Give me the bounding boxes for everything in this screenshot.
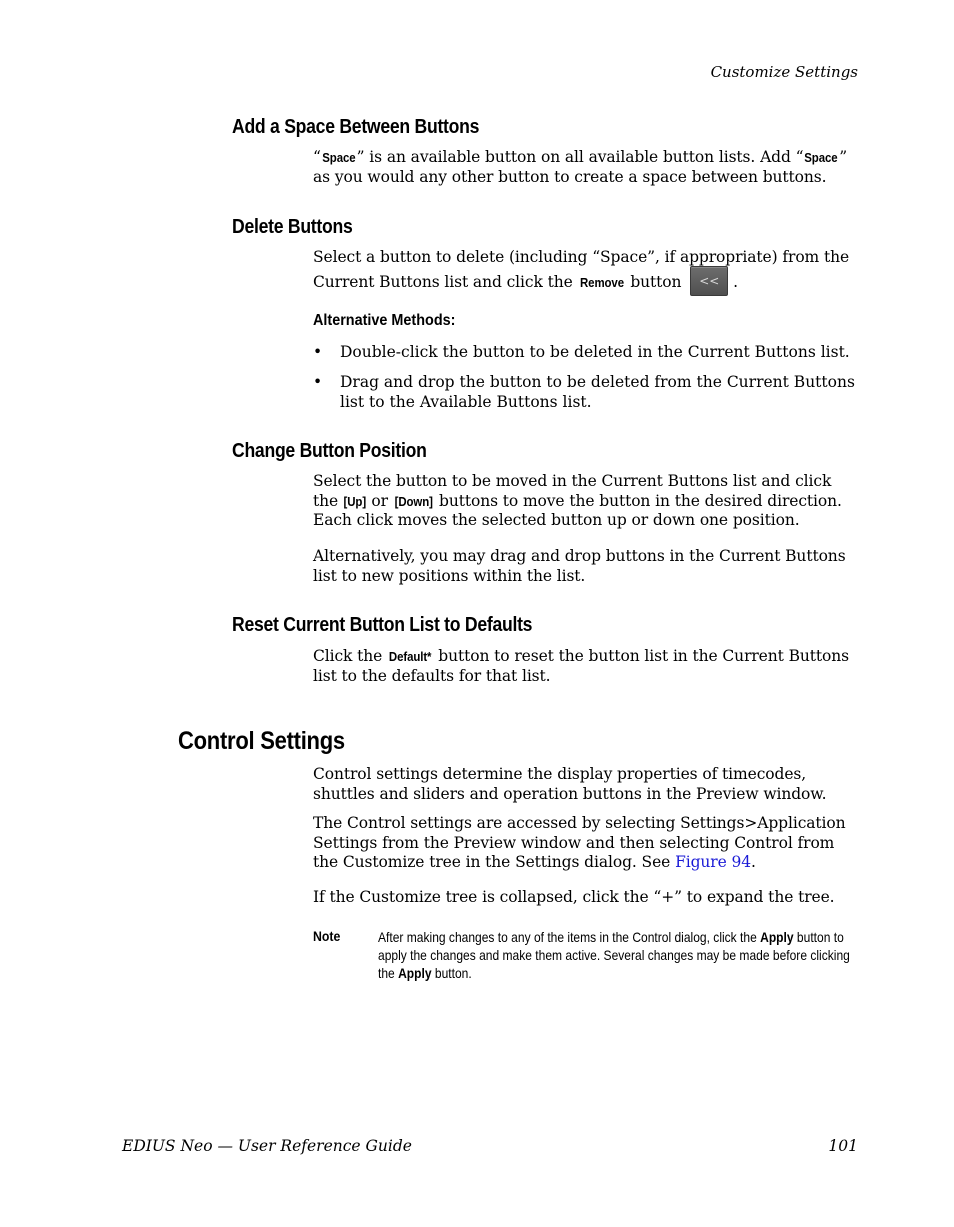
ui-label-apply: Apply bbox=[760, 929, 794, 945]
ui-label-remove: Remove bbox=[579, 274, 624, 290]
ui-label-space: Space bbox=[322, 150, 356, 165]
paragraph-control-intro: Control settings determine the display properties of timecodes, shuttles and sliders and operation buttons in the Preview window. bbox=[313, 765, 827, 803]
heading-change-position: Change Button Position bbox=[232, 440, 427, 462]
ui-label-space: Space bbox=[804, 150, 839, 165]
footer-title: EDIUS Neo — User Reference Guide bbox=[122, 1137, 412, 1155]
ui-label-default: Default* bbox=[388, 649, 432, 664]
remove-button-icon: << bbox=[690, 266, 728, 296]
list-item: • Drag and drop the button to be deleted from the Current Buttons list to the Available Buttons list. bbox=[313, 373, 855, 411]
bullet-icon: • bbox=[313, 343, 323, 361]
heading-add-space: Add a Space Between Buttons bbox=[232, 116, 480, 138]
paragraph-add-space: “Space” is an available button on all available button lists. Add “Space” as you would any other button to create a space between buttons. bbox=[313, 148, 848, 186]
ui-label-down: [Down] bbox=[394, 493, 433, 509]
paragraph-delete-buttons: Select a button to delete (including “Space”, if appropriate) from the Current Buttons list and click the Remove button << . bbox=[313, 248, 859, 298]
heading-control-settings: Control Settings bbox=[178, 727, 345, 755]
bullet-icon: • bbox=[313, 373, 323, 391]
paragraph-change-position: Select the button to be moved in the Current Buttons list and click the [Up] or [Down] buttons to move the button in the desired direction. Each click moves the selected button up or down one position. bbox=[313, 472, 842, 530]
paragraph-control-access: The Control settings are accessed by selecting Settings>Application Settings from the Preview window and then selecting Control from the Customize tree in the Settings dialog. See Figure 94. bbox=[313, 814, 846, 872]
page-number: 101 bbox=[828, 1137, 858, 1155]
ui-label-up: [Up] bbox=[343, 493, 366, 509]
heading-alternative-methods: Alternative Methods: bbox=[313, 312, 456, 329]
ui-label-apply: Apply bbox=[398, 965, 432, 981]
list-item: • Double-click the button to be deleted in the Current Buttons list. bbox=[313, 343, 850, 361]
paragraph-reset-defaults: Click the Default* button to reset the button list in the Current Buttons list to the defaults for that list. bbox=[313, 647, 849, 685]
note-label: Note bbox=[313, 928, 341, 944]
paragraph-expand-tree: If the Customize tree is collapsed, click the “+” to expand the tree. bbox=[313, 888, 835, 906]
figure-94-link[interactable]: Figure 94 bbox=[675, 853, 752, 872]
heading-reset-defaults: Reset Current Button List to Defaults bbox=[232, 614, 533, 636]
note-text: After making changes to any of the items in the Control dialog, click the Apply button to apply the changes and make them active. Several changes may be made before clicking the Apply button. bbox=[378, 929, 850, 981]
running-head: Customize Settings bbox=[710, 63, 858, 81]
paragraph-drag-drop: Alternatively, you may drag and drop buttons in the Current Buttons list to new positions within the list. bbox=[313, 547, 846, 585]
heading-delete-buttons: Delete Buttons bbox=[232, 216, 353, 238]
